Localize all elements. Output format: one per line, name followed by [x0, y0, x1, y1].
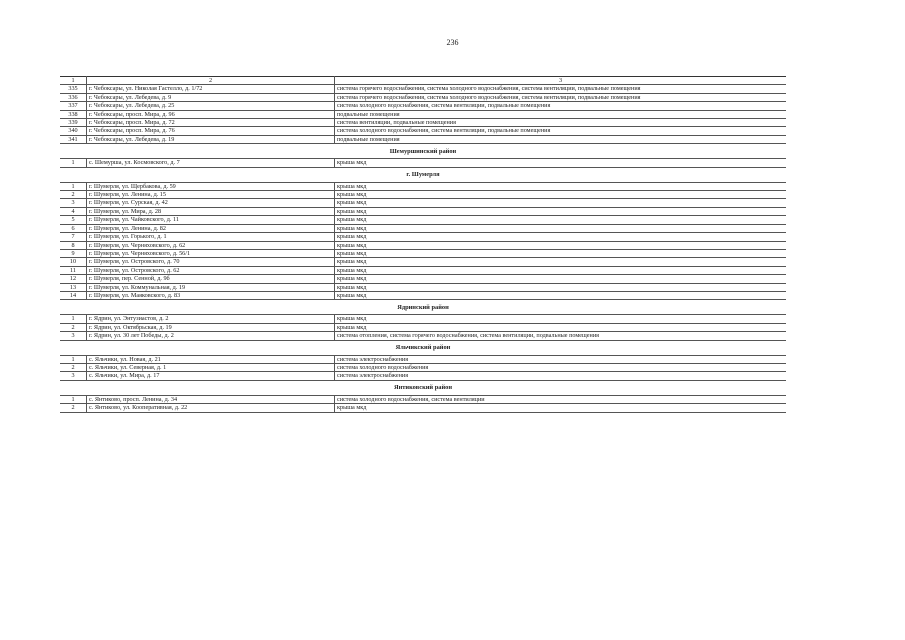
district-header-row	[60, 300, 786, 315]
row-address: г. Шумерля, ул. Чайковского, д. 11	[87, 216, 335, 224]
table-row	[60, 355, 786, 363]
row-address: г. Шумерля, ул. Маяковского, д. 83	[87, 291, 335, 299]
row-address: с. Янтиково, просп. Ленина, д. 34	[87, 395, 335, 403]
row-systems: подвальные помещения	[335, 135, 787, 143]
table-row	[60, 110, 786, 118]
row-address: г. Шумерля, ул. Щербакова, д. 59	[87, 182, 335, 190]
row-address: с. Яльчики, ул. Северная, д. 1	[87, 363, 335, 371]
table-row	[60, 85, 786, 93]
row-address: г. Ядрин, ул. 30 лет Победы, д. 2	[87, 332, 335, 340]
column-header-address: 2	[87, 77, 335, 85]
registry-table-body	[60, 77, 786, 413]
district-title: Шемуршинский район	[60, 144, 786, 159]
page-number: 236	[446, 38, 459, 47]
row-systems: крыша мкд	[335, 159, 787, 167]
row-address: г. Шумерля, ул. Ленина, д. 15	[87, 191, 335, 199]
row-number: 9	[60, 249, 87, 257]
district-header-row	[60, 380, 786, 395]
row-systems: система холодного водоснабжения, система вентиляции, подвальные помещения	[335, 102, 787, 110]
row-address: г. Чебоксары, ул. Николая Гастелло, д. 1/72	[87, 85, 335, 93]
column-header-number: 1	[60, 77, 87, 85]
row-systems: система горячего водоснабжения, система холодного водоснабжения, система вентиляции, подвальные помещения	[335, 85, 787, 93]
row-systems: крыша мкд	[335, 323, 787, 331]
row-systems: крыша мкд	[335, 182, 787, 190]
row-number: 11	[60, 266, 87, 274]
table-row	[60, 182, 786, 190]
table-row	[60, 191, 786, 199]
row-number: 340	[60, 127, 87, 135]
row-systems: подвальные помещения	[335, 110, 787, 118]
table-row	[60, 323, 786, 331]
district-header-row	[60, 167, 786, 182]
row-address: г. Шумерля, ул. Ленина, д. 82	[87, 224, 335, 232]
column-header-row	[60, 77, 786, 85]
table-row	[60, 315, 786, 323]
row-address: с. Янтиково, ул. Кооперативная, д. 22	[87, 404, 335, 412]
row-systems: крыша мкд	[335, 216, 787, 224]
row-systems: крыша мкд	[335, 207, 787, 215]
row-systems: крыша мкд	[335, 249, 787, 257]
row-systems: крыша мкд	[335, 404, 787, 412]
table-row	[60, 332, 786, 340]
row-number: 7	[60, 233, 87, 241]
row-systems: крыша мкд	[335, 275, 787, 283]
table-row	[60, 135, 786, 143]
row-systems: крыша мкд	[335, 315, 787, 323]
table-row	[60, 291, 786, 299]
row-number: 2	[60, 404, 87, 412]
row-number: 2	[60, 191, 87, 199]
row-systems: крыша мкд	[335, 199, 787, 207]
table-row	[60, 249, 786, 257]
district-title: Янтиковский район	[60, 380, 786, 395]
row-address: г. Шумерля, ул. Сурская, д. 42	[87, 199, 335, 207]
table-row	[60, 216, 786, 224]
table-row	[60, 159, 786, 167]
row-address: г. Шумерля, ул. Горького, д. 1	[87, 233, 335, 241]
table-row	[60, 395, 786, 403]
table-row	[60, 241, 786, 249]
row-systems: крыша мкд	[335, 241, 787, 249]
row-address: г. Шумерля, ул. Коммунальная, д. 19	[87, 283, 335, 291]
table-row	[60, 233, 786, 241]
row-number: 1	[60, 182, 87, 190]
row-address: г. Ядрин, ул. Энтузиастов, д. 2	[87, 315, 335, 323]
district-header-row	[60, 144, 786, 159]
row-address: г. Шумерля, пер. Сенной, д. 9б	[87, 275, 335, 283]
district-title: Яльчикский район	[60, 340, 786, 355]
row-address: г. Чебоксары, ул. Лебедева, д. 25	[87, 102, 335, 110]
row-address: г. Чебоксары, ул. Лебедева, д. 19	[87, 135, 335, 143]
row-address: г. Шумерля, ул. Черняховского, д. 62	[87, 241, 335, 249]
row-number: 8	[60, 241, 87, 249]
table-row	[60, 207, 786, 215]
row-number: 337	[60, 102, 87, 110]
row-address: г. Ядрин, ул. Октябрьская, д. 19	[87, 323, 335, 331]
row-number: 2	[60, 323, 87, 331]
row-number: 12	[60, 275, 87, 283]
row-address: г. Чебоксары, просп. Мира, д. 72	[87, 119, 335, 127]
table-row	[60, 372, 786, 380]
table-row	[60, 224, 786, 232]
row-systems: система горячего водоснабжения, система холодного водоснабжения, система вентиляции, подвальные помещения	[335, 93, 787, 101]
row-number: 13	[60, 283, 87, 291]
table-row	[60, 404, 786, 412]
row-number: 4	[60, 207, 87, 215]
district-title: Ядринский район	[60, 300, 786, 315]
row-number: 335	[60, 85, 87, 93]
row-systems: крыша мкд	[335, 191, 787, 199]
row-number: 5	[60, 216, 87, 224]
row-address: с. Яльчики, ул. Новая, д. 21	[87, 355, 335, 363]
row-number: 3	[60, 332, 87, 340]
row-number: 10	[60, 258, 87, 266]
row-address: г. Чебоксары, ул. Лебедева, д. 9	[87, 93, 335, 101]
row-number: 338	[60, 110, 87, 118]
row-systems: крыша мкд	[335, 233, 787, 241]
row-address: г. Шумерля, ул. Островского, д. 62	[87, 266, 335, 274]
row-systems: система холодного водоснабжения, система вентиляции	[335, 395, 787, 403]
row-systems: система электроснабжения	[335, 355, 787, 363]
table-row	[60, 275, 786, 283]
row-number: 1	[60, 159, 87, 167]
row-number: 1	[60, 315, 87, 323]
table-row	[60, 258, 786, 266]
row-address: г. Чебоксары, просп. Мира, д. 76	[87, 127, 335, 135]
row-number: 3	[60, 372, 87, 380]
table-row	[60, 93, 786, 101]
row-systems: крыша мкд	[335, 224, 787, 232]
row-address: г. Шумерля, ул. Мира, д. 28	[87, 207, 335, 215]
table-row	[60, 363, 786, 371]
row-number: 339	[60, 119, 87, 127]
table-row	[60, 102, 786, 110]
row-number: 14	[60, 291, 87, 299]
table-row	[60, 199, 786, 207]
row-number: 2	[60, 363, 87, 371]
row-systems: система холодного водоснабжения, система вентиляции, подвальные помещения	[335, 127, 787, 135]
table-row	[60, 127, 786, 135]
row-number: 1	[60, 395, 87, 403]
district-header-row	[60, 340, 786, 355]
row-number: 3	[60, 199, 87, 207]
row-number: 1	[60, 355, 87, 363]
row-address: г. Чебоксары, просп. Мира, д. 96	[87, 110, 335, 118]
row-systems: крыша мкд	[335, 283, 787, 291]
table-row	[60, 283, 786, 291]
registry-table	[60, 76, 786, 413]
row-address: с. Яльчики, ул. Мира, д. 17	[87, 372, 335, 380]
table-row	[60, 266, 786, 274]
row-systems: система электроснабжения	[335, 372, 787, 380]
row-systems: система вентиляции, подвальные помещения	[335, 119, 787, 127]
row-number: 341	[60, 135, 87, 143]
row-systems: крыша мкд	[335, 258, 787, 266]
row-number: 6	[60, 224, 87, 232]
district-title: г. Шумерля	[60, 167, 786, 182]
row-address: с. Шемурша, ул. Космовского, д. 7	[87, 159, 335, 167]
row-systems: крыша мкд	[335, 291, 787, 299]
column-header-systems: 3	[335, 77, 787, 85]
row-address: г. Шумерля, ул. Черняховского, д. 56/1	[87, 249, 335, 257]
row-systems: система холодного водоснабжения	[335, 363, 787, 371]
row-address: г. Шумерля, ул. Островского, д. 70	[87, 258, 335, 266]
row-systems: система отопления, система горячего водоснабжения, система вентиляции, подвальные помещения	[335, 332, 787, 340]
row-number: 336	[60, 93, 87, 101]
row-systems: крыша мкд	[335, 266, 787, 274]
table-row	[60, 119, 786, 127]
